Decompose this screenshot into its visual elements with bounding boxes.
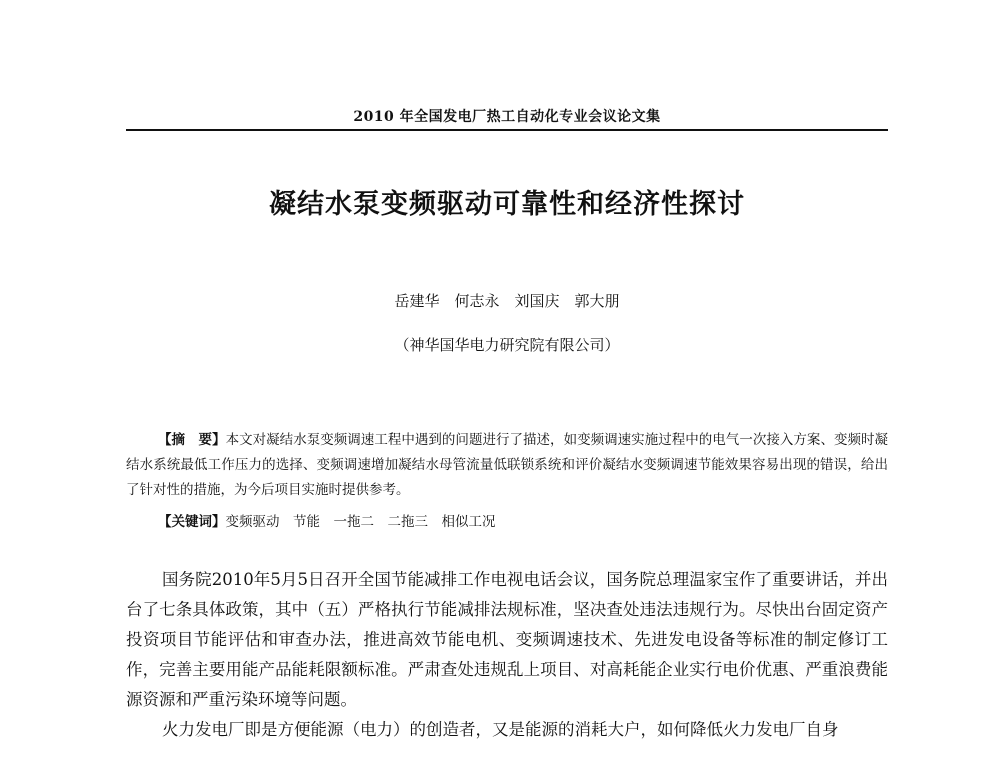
abstract-text: 本文对凝结水泵变频调速工程中遇到的问题进行了描述，如变频调速实施过程中的电气一次接入方案、变频时凝结水系统最低工作压力的选择、变频调速增加凝结水母管流量低联锁系统和评价凝结水变频调速节能效果容易出现的错误，给出了针对性的措施，为今后项目实施时提供参考。 — [126, 432, 889, 498]
keywords-text: 变频驱动 节能 一拖二 二拖三 相似工况 — [225, 514, 496, 530]
keywords — [126, 510, 888, 535]
body-paragraph: 火力发电厂即是方便能源（电力）的创造者，又是能源的消耗大户，如何降低火力发电厂自身 — [162, 720, 839, 739]
abstract-label: 【摘 要】 — [158, 432, 226, 448]
affiliation: （神华国华电力研究院有限公司） — [394, 336, 620, 354]
keywords-label: 【关键词】 — [158, 514, 226, 530]
header-rule — [126, 129, 888, 131]
body-text — [126, 565, 888, 745]
paper-title: 凝结水泵变频驱动可靠性和经济性探讨 — [269, 189, 745, 220]
body-paragraph: 国务院2010年5月5日召开全国节能减排工作电视电话会议，国务院总理温家宝作了重要讲话，并出台了七条具体政策，其中（五）严格执行节能减排法规标准，坚决查处违法违规行为。尽快出台固定资产投资项目节能评估和审查办法，推进高效节能电机、变频调速技术、先进发电设备等标准的制定修订工作，完善主要用能产品能耗限额标准。严肃查处违规乱上项目、对高耗能企业实行电价优惠、严重浪费能源资源和严重污染环境等问题。 — [126, 570, 888, 709]
author-list: 岳建华 何志永 刘国庆 郭大朋 — [394, 292, 620, 310]
abstract — [126, 428, 888, 503]
running-header: 2010 年全国发电厂热工自动化专业会议论文集 — [353, 109, 661, 125]
